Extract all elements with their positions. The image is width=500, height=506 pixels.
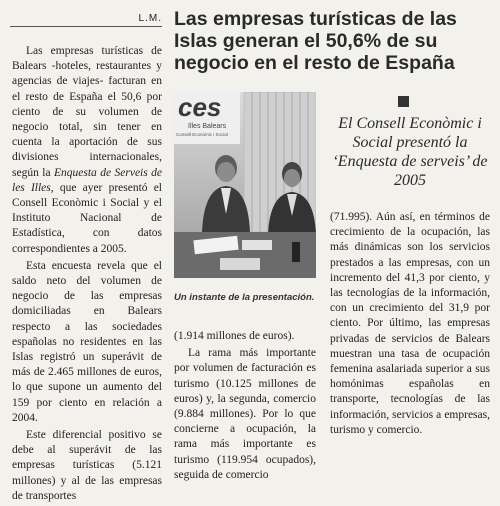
square-bullet-icon [398,96,409,107]
sign-logo-text: ces [178,92,222,122]
paragraph-1 [12,44,162,257]
press-photo [174,92,316,278]
paragraph: La rama más importante por volumen de facturación es turismo (10.125 millones de euros) y, la segunda, comercio (9.884 millones). Por lo que concierne a ocupación, la rama más importante es turismo (119.954 ocupados), seguida de comercio [174,347,316,481]
byline: L.M. [10,13,162,27]
survey-name-italic: Enquesta de Serveis de les Illes [12,166,163,194]
article-column-3 [330,210,490,440]
press-photo-image [174,92,316,278]
pull-quote: El Consell Econòmic i Social presentó la ‘Enquesta de serveis’ de 2005 [332,115,488,189]
paragraph-2: Esta encuesta revela que el saldo neto del volumen de negocio de las empresas domiciliadas en Balears respecto a las sociedades españolas no residentes en las Islas registró un superávit de más de 2.465 millones de euros, lo que supone un aumento del 159 por ciento en relación a 2004. [12,259,162,424]
article-column-1 [12,44,162,506]
sign-line-2: Consell Econòmic i Social [176,132,228,137]
paragraph-3: Este diferencial positivo se debe al superávit de las empresas turísticas (5.121 millones) y al de las empresas de transportes [12,429,162,502]
article-column-2 [174,329,316,485]
sign-line-1: Illes Balears [188,123,227,130]
paragraph-text: Las empresas turísticas de Balears -hoteles, restaurantes y agencias de viajes- facturan en el resto de España el 50,6 por ciento de su volumen de negocio total, sin tener en cuenta la aportación de sus divisiones internacionales, según la [12,45,162,179]
paragraph-continued: (1.914 millones de euros). [174,330,295,342]
photo-caption: Un instante de la presentación. [174,292,315,303]
paragraph-continued: (71.995). Aún así, en términos de crecimiento de la ocupación, las más dinámicas son los servicios prestados a las empresas, con un incremento del 41,3 por ciento, y las tecnologías de la información, con un crecimiento del 31,9 por ciento. Por último, las empresas privadas de servicios de Balears muestran una tasa de ocupación femenina asalariada superior a sus homónimas españolas en transporte, tecnologías de las información, servicios a empresas, turismo y comercio. [330,211,490,436]
paragraph-text: , que ayer presentó el Consell Econòmic i Social y el Instituto Nacional de Estadística, con datos correspondientes a 2005. [12,181,163,255]
headline: Las empresas turísticas de las Islas generan el 50,6% de su negocio en el resto de España [174,8,457,74]
